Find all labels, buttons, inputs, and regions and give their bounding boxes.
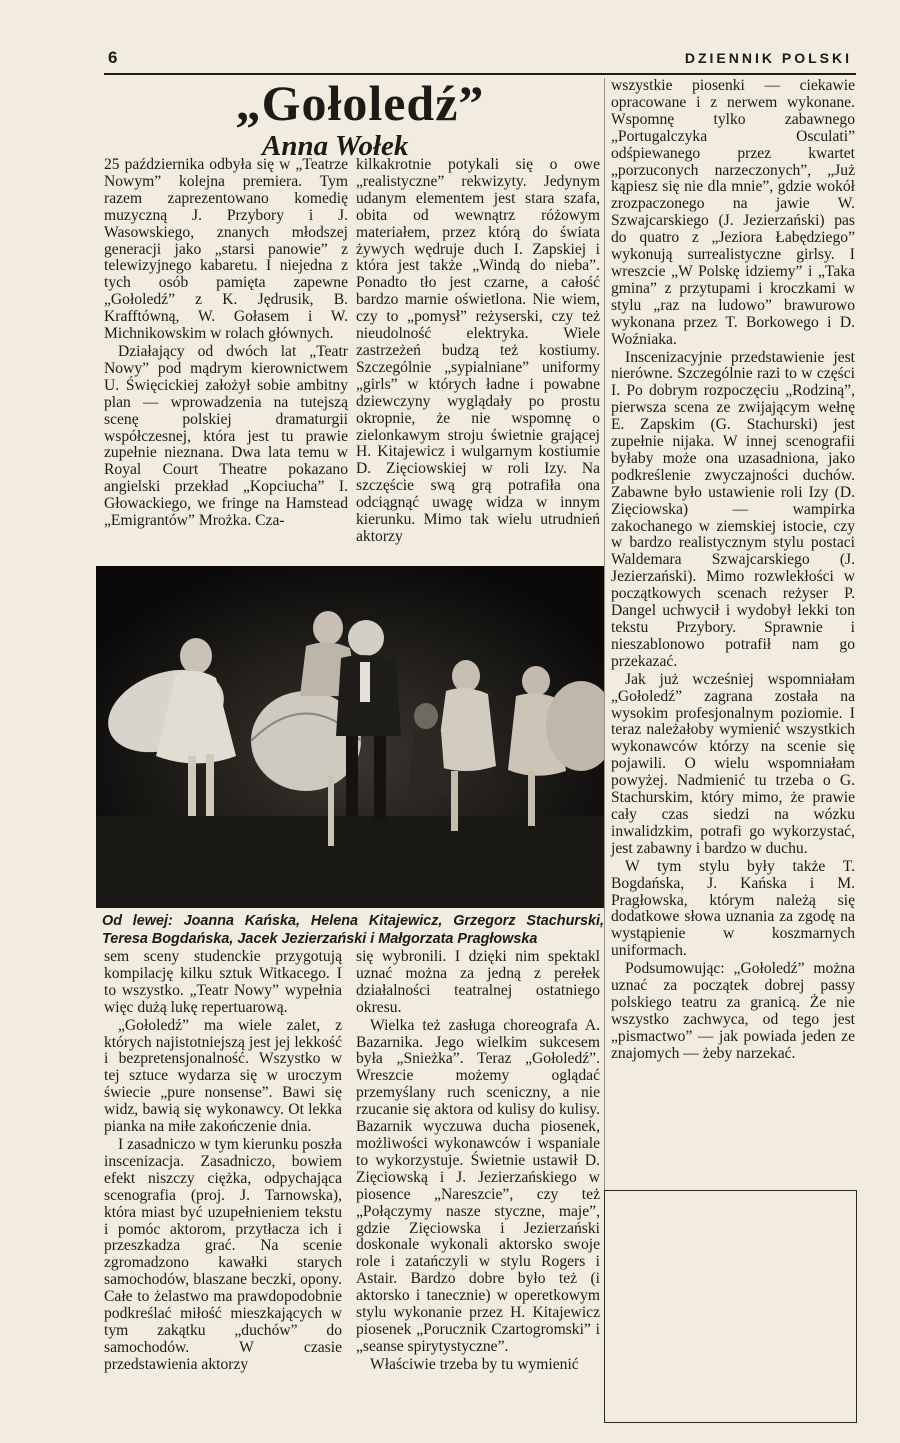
photo-caption: Od lewej: Joanna Kańska, Helena Kitajewicz, Grzegorz Stachurski, Teresa Bogdańska, Jacek Jezierzański i Małgorzata Pragłowska xyxy=(102,913,604,947)
column-3 xyxy=(611,78,855,1064)
column-1-bottom xyxy=(104,949,342,1375)
paragraph: się wybronili. I dzięki nim spektakl uznać można za jedną z perełek działalności teatralnej ostatniego okresu. xyxy=(356,948,600,1016)
paragraph: Właściwie trzeba by tu wymienić xyxy=(370,1355,579,1373)
paragraph: kilkakrotnie potykali się o owe „realistyczne” rekwizyty. Jedynym udanym elementem jest stara szafa, obita od wewnątrz różowym materiałem, przez którą do świata żywych wędruje duch I. Zapskiej i która jest także „Windą do nieba”. Ponadto tło jest czarne, a całość bardzo marnie oświetlona. Nie wiem, czy to „pomysł” reżyserski, czy też nieudolność elektryka. Wiele zastrzeżeń budzą też kostiumy. Szczególnie „sypialniane” uniformy „girls” w których ładne i powabne dziewczyny wyglądały po prostu okropnie, że nie wspomnę o zielonkawym stroju świetnie grającej H. Kitajewicz i wulgarnym kostiumie D. Zięciowskiej w roli Izy. Na szczęście swą grą potrafiła ona odciągnąć uwagę widza w innym kierunku. Mimo tak wielu utrudnień aktorzy xyxy=(356,156,600,545)
paragraph: Wielka też zasługa choreografa A. Bazarnika. Jego wielkim sukcesem była „Snieżka”. Teraz „Gołoledź”. Wreszcie możemy oglądać przemyślany ruch sceniczny, a nie rzucanie się aktora od kulisy do kulisy. Bazarnik wyczuwa ducha piosenek, możliwości wykonawców i wspaniale to wykorzystuje. Świetnie ustawił D. Zięciowską i J. Jezierzańskiego w piosence „Nareszcie”, czy też „Połączymy nasze styczne, maje”, gdzie Zięciowska i Jezierzański doskonale wykonali aktorsko swoje role i zatańczyli w stylu Rogers i Astair. Bardzo dobre było też (i aktorsko i tanecznie) w operetkowym stylu wykonanie przez H. Kitajewicz piosenek „Porucznik Czartogromski” i „seanse spirytystyczne”. xyxy=(356,1016,600,1355)
newspaper-name: DZIENNIK POLSKI xyxy=(684,50,852,66)
paragraph: I zasadniczo w tym kierunku poszła inscenizacja. Zasadniczo, bowiem efekt niszczy ciężka, odpychająca scenografia (proj. J. Tarnowska), która miast być uzupełnieniem tekstu i pomóc aktorom, przytłacza ich i przeszkadza grać. Na scenie zgromadzono kawałki starych samochodów, blaszane beczki, opony. Całe to żelastwo ma prawdopodobnie podkreślać miłość mieszkających w tym zakątku „duchów” do samochodów. W czasie przedstawienia aktorzy xyxy=(104,1135,342,1373)
article-author: Anna Wołek xyxy=(262,130,409,162)
paragraph: Jak już wcześniej wspomniałam „Gołoledź” zagrana została na wysokim profesjonalnym poziomie. I teraz należałoby wymienić wszystkich wykonawców którzy na scenie się pojawili. O wielu wspomniałam powyżej. Nadmienić tu trzeba o G. Stachurskim, który mimo, że prawie cały czas siedzi na wózku inwalidzkim, potrafi go wykorzystać, jest zabawny i bardzo w duchu. xyxy=(611,670,855,857)
empty-box xyxy=(604,1190,857,1423)
article-title: „Gołoledź” xyxy=(235,75,485,131)
paragraph: Inscenizacyjnie przedstawienie jest nierówne. Szczególnie razi to w części I. Po dobrym rozpoczęciu „Rodziną”, pierwsza scena ze zwijającym wełnę E. Zapskim (G. Stachurski) jest zupełnie nijaka. W innej scenografii byłaby może ona uzasadniona, jako podkreślenie zwyczajności duchów. Zabawne było ustawienie roli Izy (D. Zięciowska) — wampirka zakochanego w ziemskiej istocie, czy w bardzo realistycznym stylu postaci Waldemara Szwajcarskiego (J. Jezierzański). Mimo rozwlekłości w początkowych scenach reżyser P. Dangel uchwycił i wydobył lekki ton tekstu Przybory. Sprawnie i nieszablonowo potrafił nam go przekazać. xyxy=(611,348,855,670)
column-2-bottom xyxy=(356,949,600,1375)
paragraph: Działający od dwóch lat „Teatr Nowy” pod mądrym kierownictwem U. Święcickiej założył sobie ambitny plan — wprowadzenia na tutejszą scenę polskiej dramaturgii współczesnej, która jest tu prawie zupełnie nieznana. Dwa lata temu w Royal Court Theatre pokazano angielski przekład „Kopciucha” I. Głowackiego, we fringe na Hamstead „Emigrantów” Mrożka. Cza- xyxy=(104,342,348,530)
paragraph: „Gołoledź” ma wiele zalet, z których najistotniejszą jest jej lekkość i bezpretensjonalność. Wszystko w tej sztuce wydarza się w uroczym świecie „pure nonsense”. Bawi się widz, bawią się wykonawcy. Ot lekka pianka na miłe zakończenie dnia. xyxy=(104,1016,342,1136)
column-1-top xyxy=(104,157,348,531)
paragraph: sem sceny studenckie przygotują kompilację kilku sztuk Witkacego. I to wszystko. „Teatr Nowy” wypełnia więc dużą lukę repertuarową. xyxy=(104,948,342,1016)
column-2-top xyxy=(356,157,600,547)
paragraph: W tym stylu były także T. Bogdańska, J. Kańska i M. Pragłowska, którym należą się dodatkowe słowa uznania za zgodę na wystąpienie w koszmarnych uniformach. xyxy=(611,857,855,960)
stage-photo xyxy=(96,566,604,908)
paragraph: wszystkie piosenki — ciekawie opracowane i z nerwem wykonane. Wspomnę tylko zabawnego „Portugalczyka Osculati” odśpiewanego przez kwartet „porzuconych narzeczonych”, „Już kąpiesz się nie dla mnie”, gdzie wokół zrozpaczonego na jawie W. Szwajcarskiego (J. Jezierzański) pas do quatro z „Jeziora Łabędziego” wykonują surrealistyczne girlsy. I wreszcie „W Polskę idziemy” i „Taka gmina” z przytupami i kroczkami w stylu „raz na ludowo” brawurowo wykonana przez T. Borkowego i D. Woźniaka. xyxy=(611,77,855,348)
page-number: 6 xyxy=(108,48,118,67)
paragraph: Podsumowując: „Gołoledź” można uznać za początek dobrej passy polskiego teatru za granicą. Że nie wszystko zachwyca, od tego jest „pismactwo” — jak powiada jeden ze znajomych — żeby narzekać. xyxy=(611,960,855,1062)
paragraph: 25 października odbyła się w „Teatrze Nowym” kolejna premiera. Tym razem zaprezentowano komedię muzyczną J. Przybory i J. Wasowskiego, znanych młodszej generacji jako „starsi panowie” z telewizyjnego kabaretu. I niejedna z tych osób pamięta zapewne „Gołoledź” z K. Jędrusik, B. Krafftówną, W. Gołasem i W. Michnikowskim w rolach głównych. xyxy=(104,156,348,343)
